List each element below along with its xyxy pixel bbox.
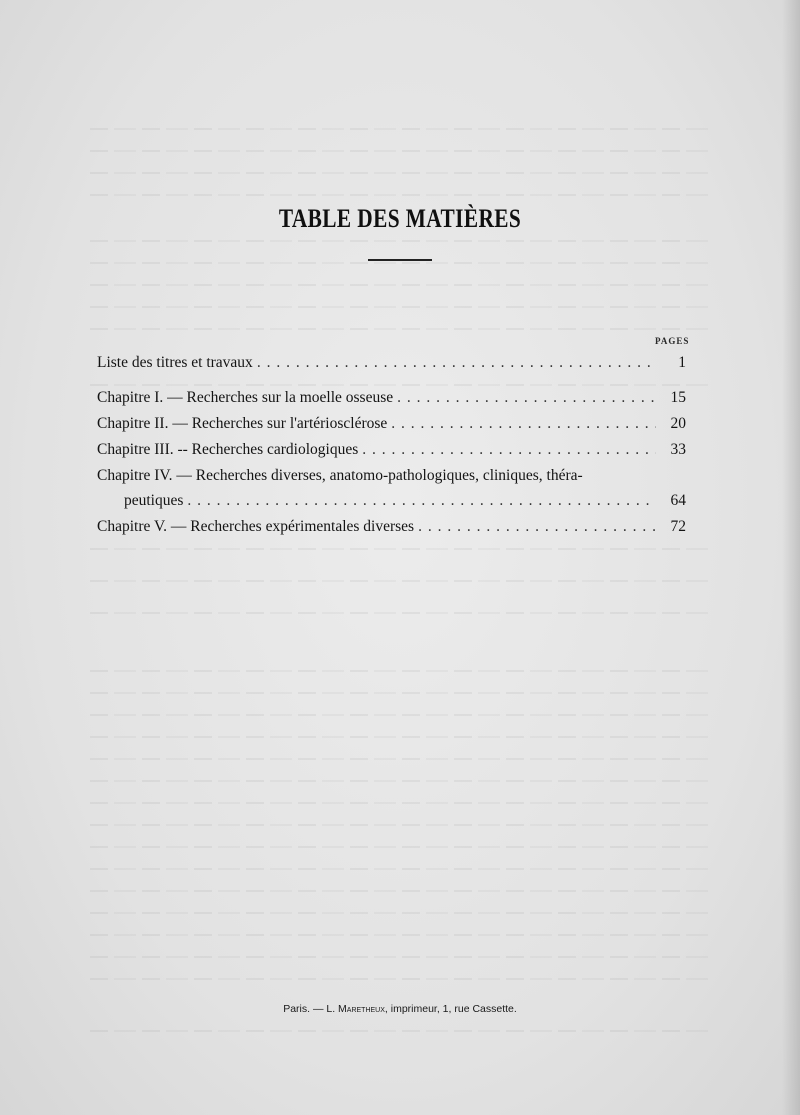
bleed-through-texture <box>90 548 710 550</box>
bleed-through-texture <box>90 934 710 936</box>
toc-entry-page: 1 <box>678 354 686 371</box>
bleed-through-texture <box>90 978 710 980</box>
bleed-through-texture <box>90 328 710 330</box>
bleed-through-texture <box>90 912 710 914</box>
bleed-through-texture <box>90 1030 710 1032</box>
imprint-suffix: , imprimeur, 1, rue Cassette. <box>384 1003 517 1015</box>
page-title: TABLE DES MATIÈRES <box>278 204 522 233</box>
dot-leader <box>391 413 656 435</box>
bleed-through-texture <box>90 128 710 130</box>
bleed-through-texture <box>90 890 710 892</box>
bleed-through-texture <box>90 306 710 308</box>
dot-leader <box>187 490 656 512</box>
bleed-through-texture <box>90 846 710 848</box>
toc-entry-page: 15 <box>670 389 686 406</box>
bleed-through-texture <box>90 956 710 958</box>
bleed-through-texture <box>90 194 710 196</box>
toc-entry-label: Chapitre I. — Recherches sur la moelle osseuse <box>97 389 394 406</box>
bleed-through-texture <box>90 714 710 716</box>
toc-entry-page: 33 <box>670 441 686 458</box>
toc-entry-label: Chapitre V. — Recherches expérimentales diverses <box>97 518 415 535</box>
bleed-through-texture <box>90 580 710 582</box>
bleed-through-texture <box>90 736 710 738</box>
printer-imprint <box>0 1003 800 1015</box>
toc-entry-chapter-4-line-1: Chapitre IV. — Recherches diverses, anatomo-pathologiques, cliniques, théra- <box>97 467 583 484</box>
pages-column-header: PAGES <box>655 336 690 346</box>
bleed-through-texture <box>90 780 710 782</box>
toc-entry-page: 64 <box>670 492 686 509</box>
toc-entry-label: Chapitre II. — Recherches sur l'artériosclérose <box>97 415 388 432</box>
bleed-through-texture <box>90 868 710 870</box>
toc-entry-page: 20 <box>670 415 686 432</box>
bleed-through-texture <box>90 262 710 264</box>
imprint-prefix: Paris. — L. <box>283 1003 336 1015</box>
toc-entry-label: Chapitre III. -- Recherches cardiologiques <box>97 441 359 458</box>
toc-entry-label: Liste des titres et travaux <box>97 354 253 371</box>
bleed-through-texture <box>90 150 710 152</box>
toc-entry-page: 72 <box>670 518 686 535</box>
dot-leader <box>418 516 656 538</box>
bleed-through-texture <box>90 172 710 174</box>
toc-entry-chapter-3 <box>97 439 686 461</box>
toc-entry-chapter-5 <box>97 516 686 538</box>
bleed-through-texture <box>90 692 710 694</box>
bleed-through-texture <box>90 670 710 672</box>
title-divider <box>368 259 432 261</box>
toc-entry-label: peutiques <box>124 492 184 509</box>
bleed-through-texture <box>90 758 710 760</box>
bleed-through-texture <box>90 284 710 286</box>
dot-leader <box>362 439 656 461</box>
bleed-through-texture <box>90 612 710 614</box>
toc-entry-chapter-1 <box>97 387 686 409</box>
toc-entry-titles-and-works <box>97 352 686 374</box>
bleed-through-texture <box>90 824 710 826</box>
bleed-through-texture <box>90 384 710 386</box>
imprint-printer-name: Maretheux <box>338 1003 385 1015</box>
toc-entry-chapter-4-line-2 <box>124 490 686 512</box>
dot-leader <box>257 352 656 374</box>
bleed-through-texture <box>90 802 710 804</box>
dot-leader <box>397 387 656 409</box>
bleed-through-texture <box>90 240 710 242</box>
toc-entry-chapter-2 <box>97 413 686 435</box>
page-edge-shadow <box>782 0 800 1115</box>
